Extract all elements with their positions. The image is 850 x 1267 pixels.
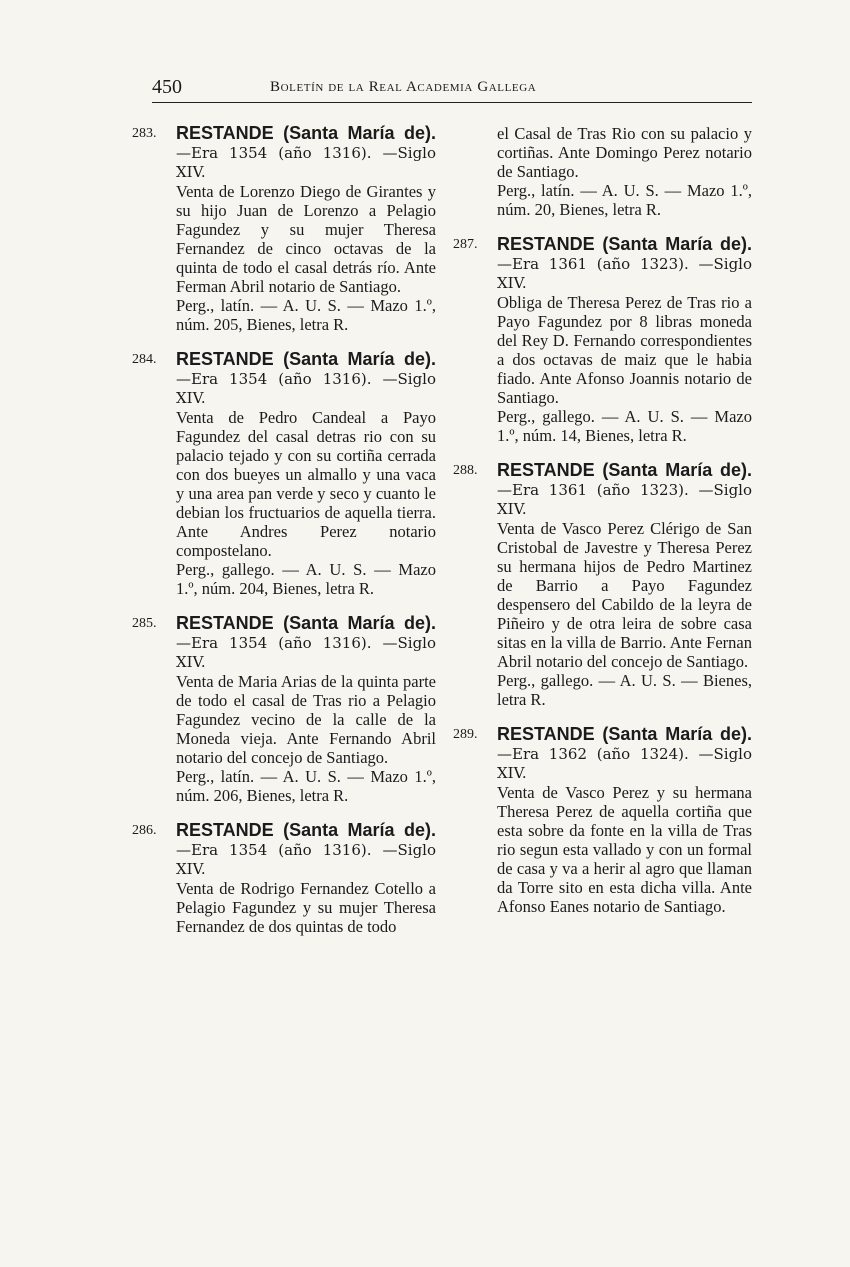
entry-text: Venta de Pedro Candeal a Payo Fagundez del casal detras rio con su palacio tejado y con su cortiña cerrada con dos bueyes un almallo y una vaca y una area pan verde y seco y cuanto le debian los fructuarios de aquella tierra. Ante Andres Perez notario compostelano.: [176, 408, 436, 560]
entry-text: Venta de Vasco Perez Clérigo de San Cristobal de Javestre y Theresa Perez su hermana hijos de Pedro Martinez de Barrio a Payo Fagundez despensero del Cabildo de la leyra de Piñeiro y de otra leira de sobre casa sitas en la villa de Barrio. Ante Fernan Abril notario del concejo de Santiago.: [497, 519, 752, 671]
entry-title: RESTANDE (Santa María de).: [176, 820, 436, 840]
entry-text: Venta de Maria Arias de la quinta parte de todo el casal de Tras rio a Pelagio Fagundez vecino de la calle de la Moneda vieja. Ante Fernando Abril notario del concejo de Santiago.: [176, 672, 436, 767]
catalog-entry: [453, 234, 752, 445]
entry-reference: Perg., gallego. — A. U. S. — Mazo 1.º, núm. 204, Bienes, letra R.: [176, 560, 436, 598]
entry-era: —Era 1362 (año 1324). —Siglo XIV.: [497, 745, 752, 782]
catalog-entry: [453, 460, 752, 709]
entry-era: —Era 1361 (año 1323). —Siglo XIV.: [497, 481, 752, 518]
entry-number: 283.: [132, 126, 157, 141]
running-header: [152, 76, 752, 103]
entry-number: 289.: [453, 727, 478, 742]
catalog-entry: [453, 724, 752, 916]
entry-title: RESTANDE (Santa María de).: [497, 234, 752, 254]
entry-era: —Era 1354 (año 1316). —Siglo XIV.: [176, 370, 436, 407]
entry-text: Obliga de Theresa Perez de Tras rio a Payo Fagundez por 8 libras moneda del Rey D. Fernando correspondientes a dos octavas de maiz que le habia fiado. Ante Afonso Joannis notario de Santiago.: [497, 293, 752, 407]
entry-reference: Perg., latín. — A. U. S. — Mazo 1.º, núm. 205, Bienes, letra R.: [176, 296, 436, 334]
entry-text: Venta de Vasco Perez y su hermana Theresa Perez de aquella cortiña que esta sobre da fonte en la villa de Tras rio segun esta vallado y con un formal de casa y va a herir al agro que llaman da Torre sito en esta dicha villa. Ante Afonso Eanes notario de Santiago.: [497, 783, 752, 916]
entry-number: 284.: [132, 352, 157, 367]
entry-number: 285.: [132, 616, 157, 631]
catalog-entry: [132, 123, 436, 334]
entry-era: —Era 1354 (año 1316). —Siglo XIV.: [176, 634, 436, 671]
entry-text: el Casal de Tras Rio con su palacio y cortiñas. Ante Domingo Perez notario de Santiago.: [497, 124, 752, 181]
entry-number: 287.: [453, 237, 478, 252]
catalog-entry: [132, 349, 436, 598]
page-number: 450: [152, 76, 182, 98]
entry-title: RESTANDE (Santa María de).: [497, 724, 752, 744]
entry-title: RESTANDE (Santa María de).: [176, 613, 436, 633]
entry-era: —Era 1361 (año 1323). —Siglo XIV.: [497, 255, 752, 292]
entry-era: —Era 1354 (año 1316). —Siglo XIV.: [176, 144, 436, 181]
catalog-entry: [132, 613, 436, 805]
entry-reference: Perg., latín. — A. U. S. — Mazo 1.º, núm. 206, Bienes, letra R.: [176, 767, 436, 805]
entry-title: RESTANDE (Santa María de).: [176, 349, 436, 369]
entry-number: 288.: [453, 463, 478, 478]
entry-reference: Perg., gallego. — A. U. S. — Bienes, letra R.: [497, 671, 752, 709]
entry-text: Venta de Lorenzo Diego de Girantes y su hijo Juan de Lorenzo a Pelagio Fagundez y su mujer Theresa Fernandez de cinco octavas de la quinta de todo el casal detrás río. Ante Ferman Abril notario de Santiago.: [176, 182, 436, 296]
entry-reference: Perg., gallego. — A. U. S. — Mazo 1.º, núm. 14, Bienes, letra R.: [497, 407, 752, 445]
entry-text: Venta de Rodrigo Fernandez Cotello a Pelagio Fagundez y su mujer Theresa Fernandez de dos quintas de todo: [176, 879, 436, 936]
entry-number: 286.: [132, 823, 157, 838]
right-column: [453, 124, 752, 932]
catalog-entry-continued: [497, 124, 752, 219]
entry-title: RESTANDE (Santa María de).: [176, 123, 436, 143]
left-column: [132, 123, 436, 952]
entry-reference: Perg., latín. — A. U. S. — Mazo 1.º, núm. 20, Bienes, letra R.: [497, 181, 752, 219]
running-title: Boletín de la Real Academia Gallega: [270, 79, 537, 95]
catalog-entry: [132, 820, 436, 936]
entry-title: RESTANDE (Santa María de).: [497, 460, 752, 480]
entry-era: —Era 1354 (año 1316). —Siglo XIV.: [176, 841, 436, 878]
